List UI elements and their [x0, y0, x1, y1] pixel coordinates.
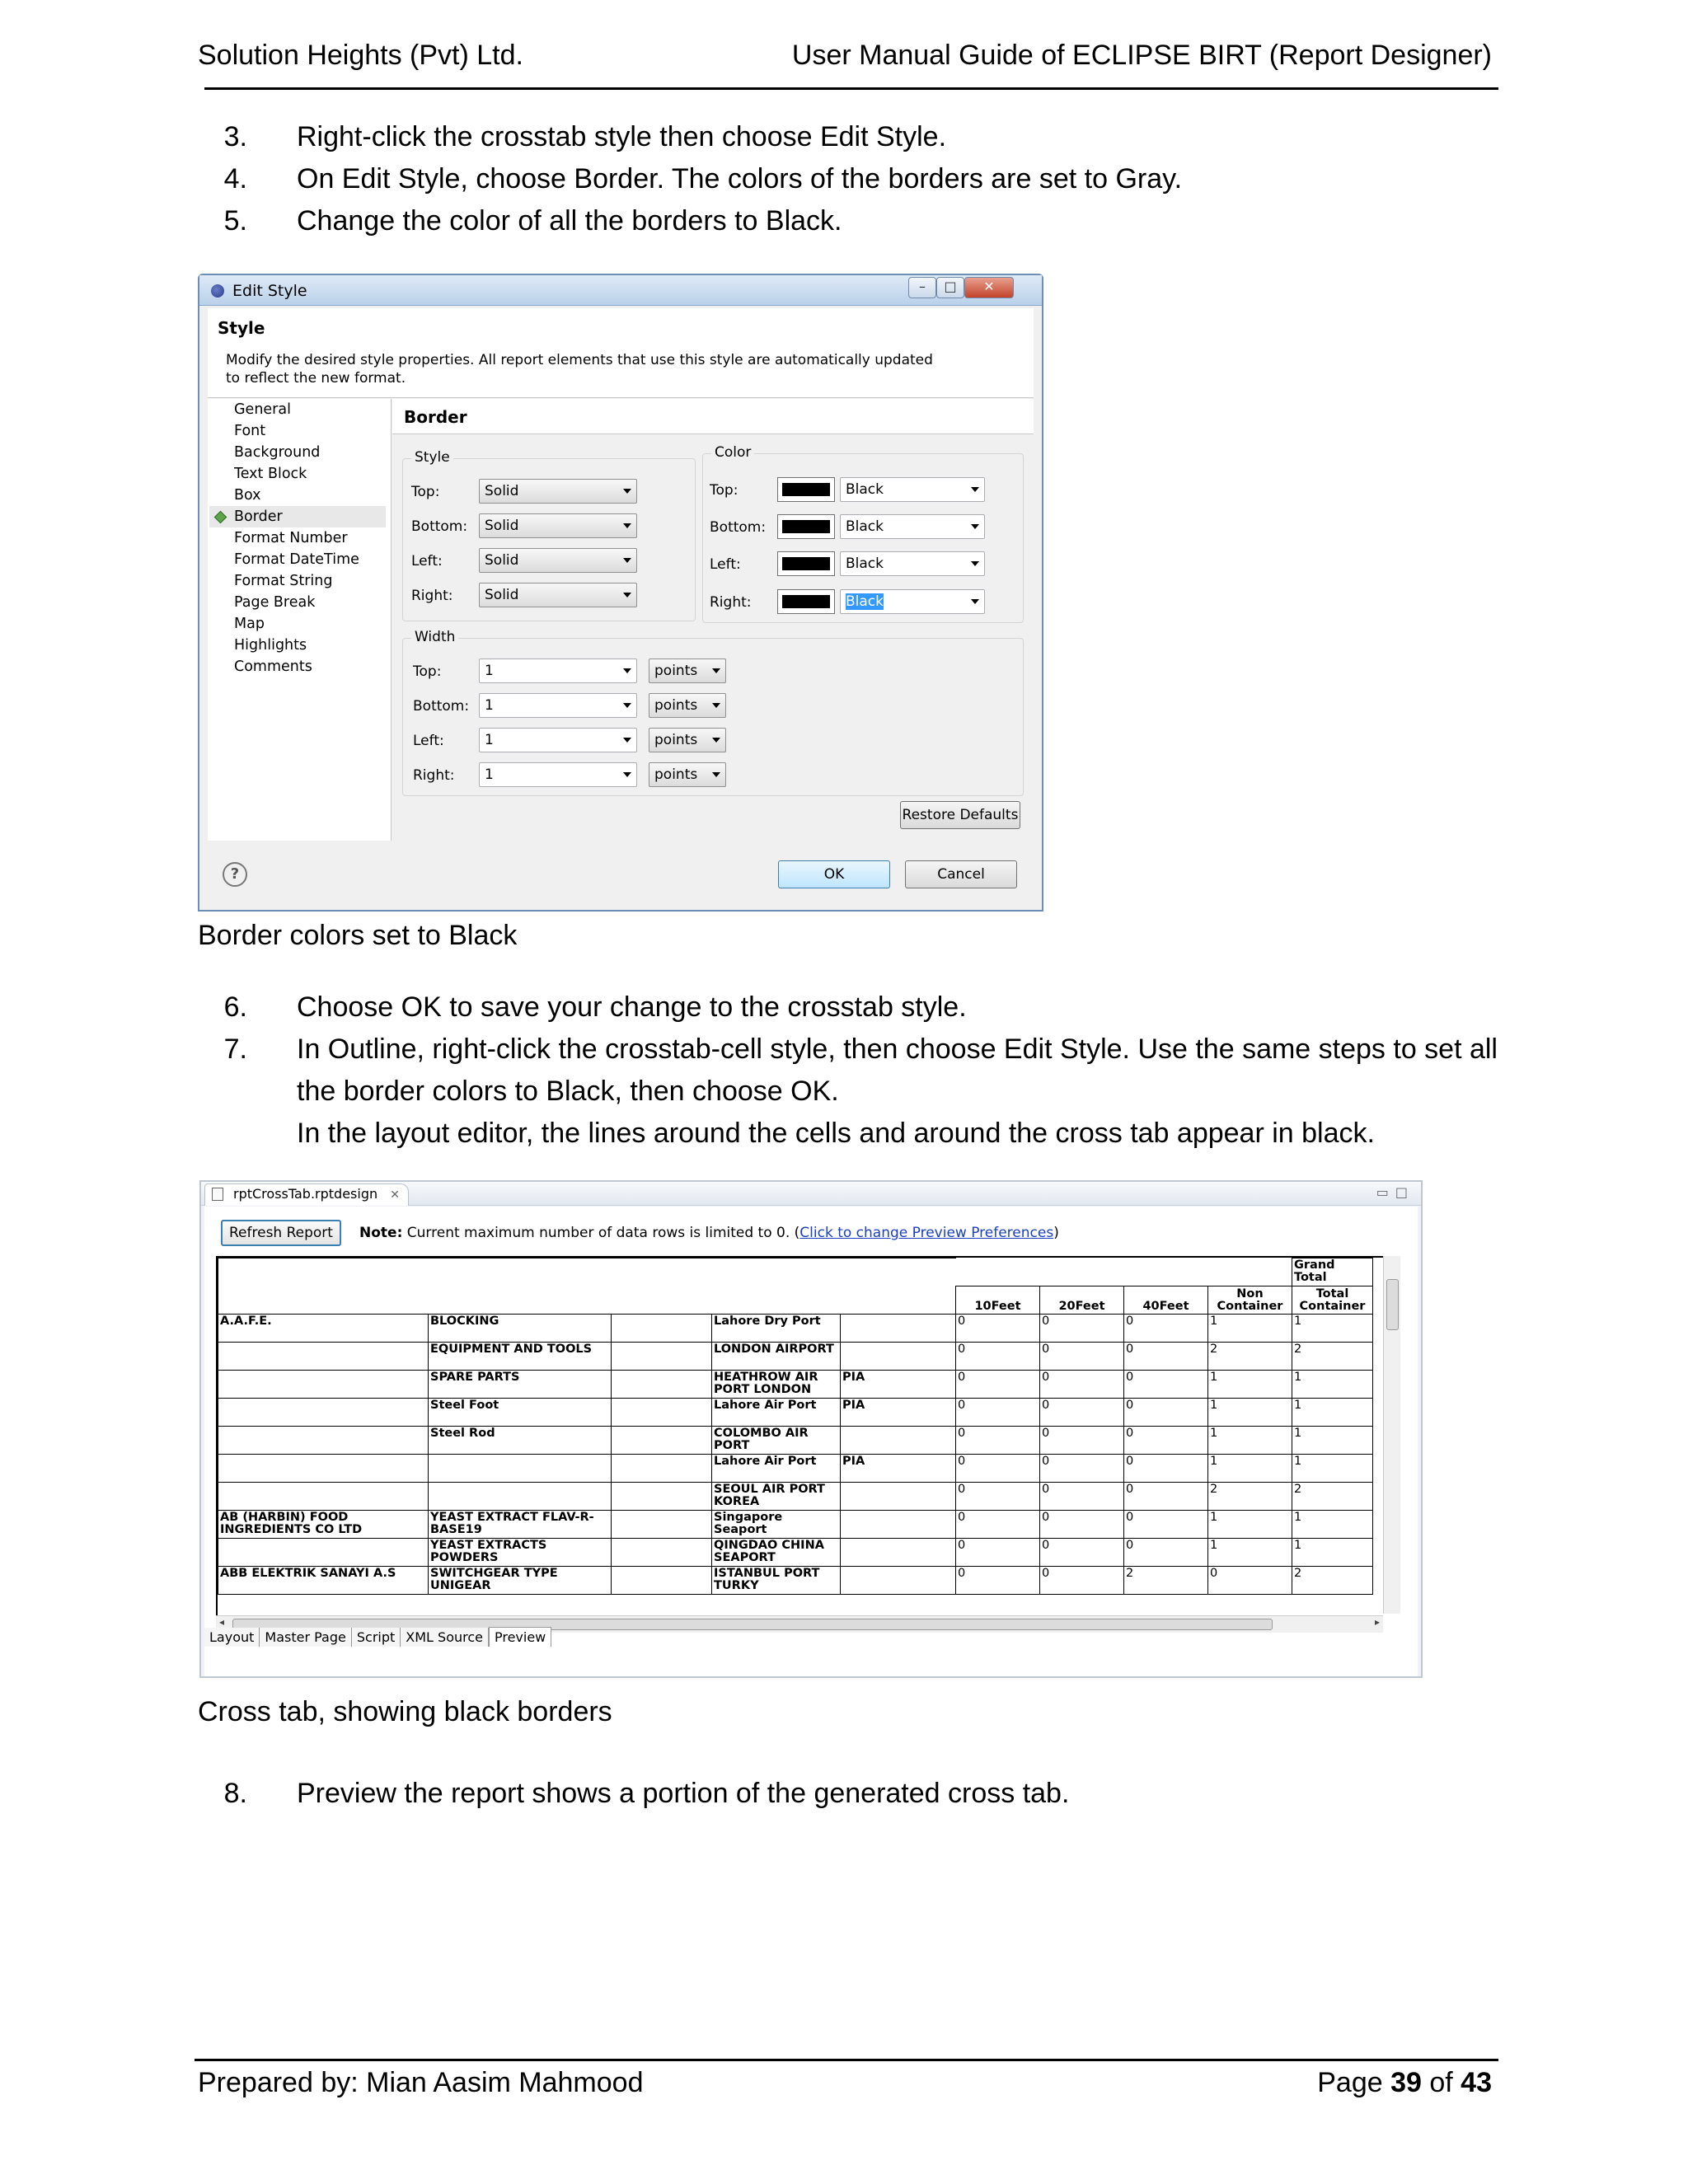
style-group — [402, 449, 696, 621]
table-cell — [841, 1427, 956, 1455]
width-right-unit-select[interactable] — [649, 762, 726, 787]
style-left-label: Left: — [411, 553, 443, 569]
page-word: Page — [1317, 2067, 1391, 2098]
table-cell: 0 — [1124, 1455, 1208, 1483]
figure-caption: Cross tab, showing black borders — [198, 1696, 612, 1727]
table-cell: 0 — [956, 1371, 1040, 1399]
table-cell: 2 — [1292, 1483, 1373, 1511]
nav-item-general[interactable]: General — [234, 401, 291, 418]
table-cell — [612, 1399, 712, 1427]
width-bottom-select[interactable] — [479, 693, 637, 718]
table-cell — [841, 1483, 956, 1511]
table-cell — [612, 1567, 712, 1595]
corner-cell — [218, 1258, 956, 1315]
color-left-label: Left: — [710, 556, 741, 573]
table-cell: Lahore Air Port — [712, 1399, 841, 1427]
table-cell: 0 — [1040, 1539, 1124, 1567]
minimize-button[interactable]: – — [908, 277, 936, 298]
chevron-down-icon — [971, 561, 979, 566]
chevron-down-icon — [623, 593, 631, 598]
table-row — [218, 1455, 1373, 1483]
style-bottom-label: Bottom: — [411, 518, 468, 535]
table-row — [218, 1427, 1373, 1455]
select-value: Solid — [485, 518, 519, 534]
table-cell: 2 — [1292, 1343, 1373, 1371]
table-cell: 1 — [1292, 1371, 1373, 1399]
style-group-label: Style — [411, 449, 453, 466]
note-text: Current maximum number of data rows is limited to 0. ( — [402, 1225, 800, 1241]
chevron-down-icon — [971, 599, 979, 604]
color-right-swatch[interactable] — [777, 589, 835, 614]
table-cell: 1 — [1292, 1455, 1373, 1483]
table-cell: 0 — [1208, 1567, 1292, 1595]
header-row — [218, 1258, 1373, 1286]
select-value: Solid — [485, 587, 519, 603]
header-company: Solution Heights (Pvt) Ltd. — [198, 40, 523, 71]
table-cell: 0 — [1124, 1539, 1208, 1567]
table-cell — [841, 1539, 956, 1567]
table-cell: 1 — [1292, 1511, 1373, 1539]
color-bottom-label: Bottom: — [710, 519, 767, 536]
select-value: Black — [846, 481, 884, 498]
chevron-down-icon — [623, 523, 631, 528]
style-right-label: Right: — [411, 588, 453, 604]
color-bottom-select[interactable] — [840, 514, 985, 539]
chevron-down-icon — [623, 703, 631, 708]
chevron-down-icon — [623, 738, 631, 743]
table-cell — [841, 1343, 956, 1371]
table-cell: 0 — [1040, 1343, 1124, 1371]
table-cell: AB (HARBIN) FOOD INGREDIENTS CO LTD — [218, 1511, 429, 1539]
width-left-unit-select[interactable] — [649, 728, 726, 752]
vertical-scrollbar[interactable] — [1383, 1256, 1400, 1614]
nav-item-map[interactable]: Map — [234, 616, 265, 632]
color-left-swatch[interactable] — [777, 551, 835, 576]
table-cell — [429, 1483, 612, 1511]
report-editor-window — [199, 1180, 1423, 1678]
table-cell: 0 — [1040, 1399, 1124, 1427]
dialog-titlebar[interactable] — [199, 275, 1042, 306]
tab-preview[interactable]: Preview — [489, 1627, 551, 1647]
crosstab-table — [218, 1258, 1373, 1595]
table-cell: 0 — [1040, 1455, 1124, 1483]
edit-style-dialog — [198, 274, 1043, 912]
step-number: 4. — [223, 163, 247, 194]
style-left-select[interactable] — [479, 548, 637, 573]
footer-rule — [195, 2059, 1498, 2061]
close-tab-icon[interactable]: ✕ — [390, 1188, 400, 1202]
column-header: 40Feet — [1124, 1286, 1208, 1315]
step-text: Choose OK to save your change to the crosstab style. — [297, 991, 967, 1023]
table-cell: 0 — [956, 1427, 1040, 1455]
color-left-select[interactable] — [840, 551, 985, 576]
table-cell — [612, 1455, 712, 1483]
nav-item-box[interactable]: Box — [234, 487, 261, 504]
table-cell: EQUIPMENT AND TOOLS — [429, 1343, 612, 1371]
table-cell: 1 — [1292, 1427, 1373, 1455]
of-word: of — [1421, 2067, 1461, 2098]
table-cell — [841, 1511, 956, 1539]
table-cell: 0 — [1124, 1343, 1208, 1371]
crosstab-grid — [216, 1256, 1383, 1615]
table-cell: Lahore Dry Port — [712, 1315, 841, 1343]
step-number: 3. — [223, 121, 247, 152]
style-top-label: Top: — [411, 484, 440, 500]
table-cell: HEATHROW AIR PORT LONDON — [712, 1371, 841, 1399]
preview-pane — [204, 1207, 1418, 1676]
table-cell — [841, 1315, 956, 1343]
step-number: 8. — [223, 1778, 247, 1809]
select-value: 1 — [485, 663, 494, 679]
chevron-down-icon — [712, 772, 720, 777]
table-cell: PIA — [841, 1399, 956, 1427]
chevron-down-icon — [712, 738, 720, 743]
header-spacer — [956, 1258, 1292, 1286]
table-cell — [612, 1343, 712, 1371]
nav-item-format-string[interactable]: Format String — [234, 573, 333, 589]
banner-description: Modify the desired style properties. All report elements that use this style are automatically updated to reflect the new format. — [226, 352, 933, 387]
editor-tabbar — [201, 1182, 1421, 1206]
table-cell — [612, 1483, 712, 1511]
dialog-banner — [208, 308, 1034, 398]
banner-title: Style — [218, 318, 265, 338]
color-group — [702, 444, 1024, 623]
dialog-title: Edit Style — [232, 282, 307, 300]
nav-item-text-block[interactable]: Text Block — [234, 466, 307, 482]
table-row — [218, 1539, 1373, 1567]
width-right-label: Right: — [413, 767, 455, 784]
table-row — [218, 1343, 1373, 1371]
table-cell: 1 — [1208, 1427, 1292, 1455]
select-value: 1 — [485, 766, 494, 783]
table-cell: YEAST EXTRACT FLAV-R-BASE19 — [429, 1511, 612, 1539]
table-cell: BLOCKING — [429, 1315, 612, 1343]
maximize-button[interactable]: □ — [936, 277, 964, 298]
table-cell — [218, 1343, 429, 1371]
table-cell — [841, 1567, 956, 1595]
table-cell — [612, 1315, 712, 1343]
table-cell: 0 — [1124, 1483, 1208, 1511]
table-row — [218, 1371, 1373, 1399]
table-cell: Steel Foot — [429, 1399, 612, 1427]
border-panel — [392, 399, 1034, 841]
table-cell: 0 — [956, 1511, 1040, 1539]
nav-item-label: Border — [234, 509, 283, 525]
tab-xml-source[interactable]: XML Source — [401, 1628, 489, 1647]
select-value: points — [654, 732, 698, 748]
width-group — [402, 629, 1024, 796]
table-row — [218, 1567, 1373, 1595]
table-cell — [218, 1399, 429, 1427]
table-cell: 0 — [1040, 1511, 1124, 1539]
table-cell: 0 — [1040, 1315, 1124, 1343]
total-pages: 43 — [1461, 2067, 1492, 2098]
color-right-select[interactable] — [840, 589, 985, 614]
width-right-select[interactable] — [479, 762, 637, 787]
table-cell: 1 — [1208, 1455, 1292, 1483]
chevron-down-icon — [623, 668, 631, 673]
table-cell: 0 — [956, 1343, 1040, 1371]
table-cell — [218, 1371, 429, 1399]
table-cell: 1 — [1292, 1315, 1373, 1343]
table-cell: PIA — [841, 1455, 956, 1483]
style-bottom-select[interactable] — [479, 513, 637, 538]
grand-total-header: Grand Total — [1292, 1258, 1373, 1286]
table-cell — [218, 1483, 429, 1511]
table-cell — [429, 1455, 612, 1483]
restore-defaults-button[interactable]: Restore Defaults — [900, 801, 1020, 829]
table-cell: 1 — [1208, 1315, 1292, 1343]
style-top-select[interactable] — [479, 479, 637, 504]
chevron-down-icon — [712, 668, 720, 673]
style-category-list — [208, 399, 392, 841]
tab-master-page[interactable]: Master Page — [260, 1628, 351, 1647]
note-label: Note: — [359, 1225, 403, 1241]
table-cell — [612, 1427, 712, 1455]
report-file-icon — [212, 1188, 223, 1201]
step-number: 5. — [223, 205, 247, 237]
step-text: Right-click the crosstab style then choose Edit Style. — [297, 121, 947, 152]
width-left-label: Left: — [413, 733, 444, 749]
refresh-report-button[interactable]: Refresh Report — [221, 1220, 341, 1246]
table-cell: 0 — [1124, 1511, 1208, 1539]
table-cell: 2 — [1208, 1483, 1292, 1511]
width-bottom-unit-select[interactable] — [649, 693, 726, 718]
width-top-unit-select[interactable] — [649, 658, 726, 683]
table-cell: 0 — [956, 1567, 1040, 1595]
preview-note — [359, 1225, 1059, 1241]
table-cell — [612, 1539, 712, 1567]
close-button[interactable]: ✕ — [964, 277, 1014, 298]
panel-header — [392, 399, 1034, 434]
tab-layout[interactable]: Layout — [204, 1628, 260, 1647]
header-title: User Manual Guide of ECLIPSE BIRT (Report Designer) — [791, 40, 1492, 71]
select-value: Black — [846, 555, 884, 572]
step-text: In the layout editor, the lines around the cells and around the cross tab appear in black. — [297, 1118, 1375, 1149]
eclipse-icon — [211, 284, 224, 298]
preview-preferences-link[interactable]: Click to change Preview Preferences — [799, 1225, 1054, 1241]
table-cell — [218, 1539, 429, 1567]
width-bottom-label: Bottom: — [413, 698, 470, 715]
step-text: Change the color of all the borders to Black. — [297, 205, 842, 237]
chevron-down-icon — [712, 703, 720, 708]
dialog-button-bar — [199, 841, 1042, 910]
width-top-select[interactable] — [479, 658, 637, 683]
table-cell: 0 — [1040, 1371, 1124, 1399]
scroll-right-arrow-icon[interactable]: ▸ — [1374, 1616, 1380, 1628]
table-cell: Singapore Seaport — [712, 1511, 841, 1539]
color-top-swatch[interactable] — [777, 477, 835, 502]
style-right-select[interactable] — [479, 583, 637, 607]
table-cell: Steel Rod — [429, 1427, 612, 1455]
column-header: 20Feet — [1040, 1286, 1124, 1315]
table-cell: ABB ELEKTRIK SANAYI A.S — [218, 1567, 429, 1595]
step-text: In Outline, right-click the crosstab-cell style, then choose Edit Style. Use the same steps to set all — [297, 1033, 1498, 1065]
table-cell: 0 — [1040, 1567, 1124, 1595]
table-cell: SEOUL AIR PORT KOREA — [712, 1483, 841, 1511]
table-cell: 0 — [1124, 1315, 1208, 1343]
step-number: 7. — [223, 1033, 247, 1065]
table-cell: 0 — [1124, 1371, 1208, 1399]
color-top-select[interactable] — [840, 477, 985, 502]
editor-tab[interactable] — [204, 1183, 409, 1206]
table-cell — [612, 1511, 712, 1539]
ok-button[interactable]: OK — [778, 860, 890, 888]
table-cell: 0 — [956, 1315, 1040, 1343]
scroll-left-arrow-icon[interactable]: ◂ — [219, 1616, 225, 1628]
table-cell: 1 — [1208, 1539, 1292, 1567]
table-cell: 0 — [1124, 1399, 1208, 1427]
table-cell: QINGDAO CHINA SEAPORT — [712, 1539, 841, 1567]
cancel-button[interactable]: Cancel — [905, 860, 1017, 888]
chevron-down-icon — [623, 489, 631, 494]
nav-item-highlights[interactable]: Highlights — [234, 637, 307, 654]
select-value: points — [654, 663, 698, 679]
table-cell — [218, 1427, 429, 1455]
table-cell: 1 — [1292, 1539, 1373, 1567]
table-row — [218, 1315, 1373, 1343]
color-right-label: Right: — [710, 594, 752, 611]
column-header: Non Container — [1208, 1286, 1292, 1315]
nav-item-page-break[interactable]: Page Break — [234, 594, 316, 611]
select-value: 1 — [485, 732, 494, 748]
color-top-label: Top: — [710, 482, 738, 499]
figure-caption: Border colors set to Black — [198, 920, 518, 951]
column-header: 10Feet — [956, 1286, 1040, 1315]
select-value: Solid — [485, 552, 519, 569]
header-rule — [204, 87, 1498, 90]
step-number: 6. — [223, 991, 247, 1023]
table-cell: COLOMBO AIR PORT — [712, 1427, 841, 1455]
step-text: the border colors to Black, then choose OK. — [297, 1076, 839, 1107]
table-cell: Lahore Air Port — [712, 1455, 841, 1483]
editor-window-controls[interactable]: ▭□ — [1376, 1184, 1414, 1200]
table-cell: YEAST EXTRACTS POWDERS — [429, 1539, 612, 1567]
width-left-select[interactable] — [479, 728, 637, 752]
page-number — [1317, 2067, 1492, 2099]
select-value: points — [654, 766, 698, 783]
nav-item-border[interactable] — [209, 506, 386, 527]
select-value: points — [654, 697, 698, 714]
nav-item-comments[interactable]: Comments — [234, 658, 312, 675]
step-text: On Edit Style, choose Border. The colors of the borders are set to Gray. — [297, 163, 1183, 194]
table-cell: A.A.F.E. — [218, 1315, 429, 1343]
nav-item-format-number[interactable]: Format Number — [234, 530, 348, 546]
table-cell: 2 — [1208, 1343, 1292, 1371]
table-cell: 0 — [956, 1455, 1040, 1483]
help-icon[interactable]: ? — [223, 862, 247, 887]
table-cell: 1 — [1208, 1511, 1292, 1539]
table-cell: 0 — [1124, 1427, 1208, 1455]
panel-title: Border — [404, 407, 467, 427]
color-group-label: Color — [711, 444, 754, 461]
table-row — [218, 1399, 1373, 1427]
selected-diamond-icon — [214, 511, 227, 524]
current-page: 39 — [1390, 2067, 1422, 2098]
table-cell: PIA — [841, 1371, 956, 1399]
table-cell: SPARE PARTS — [429, 1371, 612, 1399]
editor-bottom-tabs — [204, 1627, 551, 1648]
table-cell: 1 — [1292, 1399, 1373, 1427]
table-cell: 2 — [1292, 1567, 1373, 1595]
step-text: Preview the report shows a portion of the generated cross tab. — [297, 1778, 1070, 1809]
color-bottom-swatch[interactable] — [777, 514, 835, 539]
table-cell: 2 — [1124, 1567, 1208, 1595]
table-cell: 0 — [956, 1399, 1040, 1427]
table-row — [218, 1511, 1373, 1539]
footer-author: Prepared by: Mian Aasim Mahmood — [198, 2067, 644, 2098]
table-cell: SWITCHGEAR TYPE UNIGEAR — [429, 1567, 612, 1595]
table-cell: 0 — [956, 1483, 1040, 1511]
table-cell: 0 — [956, 1539, 1040, 1567]
table-cell: 0 — [1040, 1427, 1124, 1455]
chevron-down-icon — [623, 558, 631, 563]
chevron-down-icon — [623, 772, 631, 777]
table-row — [218, 1483, 1373, 1511]
table-cell: ISTANBUL PORT TURKY — [712, 1567, 841, 1595]
table-cell: 0 — [1040, 1483, 1124, 1511]
width-group-label: Width — [411, 629, 458, 645]
select-value: Solid — [485, 483, 519, 499]
table-cell — [218, 1455, 429, 1483]
table-cell: 1 — [1208, 1399, 1292, 1427]
column-header: Total Container — [1292, 1286, 1373, 1315]
nav-item-font[interactable]: Font — [234, 423, 266, 439]
note-end: ) — [1053, 1225, 1059, 1241]
nav-item-background[interactable]: Background — [234, 444, 321, 461]
chevron-down-icon — [971, 524, 979, 529]
chevron-down-icon — [971, 487, 979, 492]
nav-item-format-datetime[interactable]: Format DateTime — [234, 551, 359, 568]
table-cell: LONDON AIRPORT — [712, 1343, 841, 1371]
editor-tab-label: rptCrossTab.rptdesign — [233, 1186, 378, 1202]
scroll-thumb[interactable] — [1386, 1279, 1399, 1330]
select-value: Black — [846, 518, 884, 535]
table-cell: 1 — [1208, 1371, 1292, 1399]
width-top-label: Top: — [413, 663, 442, 680]
select-value-highlighted: Black — [846, 593, 884, 610]
tab-script[interactable]: Script — [352, 1628, 401, 1647]
select-value: 1 — [485, 697, 494, 714]
table-cell — [612, 1371, 712, 1399]
